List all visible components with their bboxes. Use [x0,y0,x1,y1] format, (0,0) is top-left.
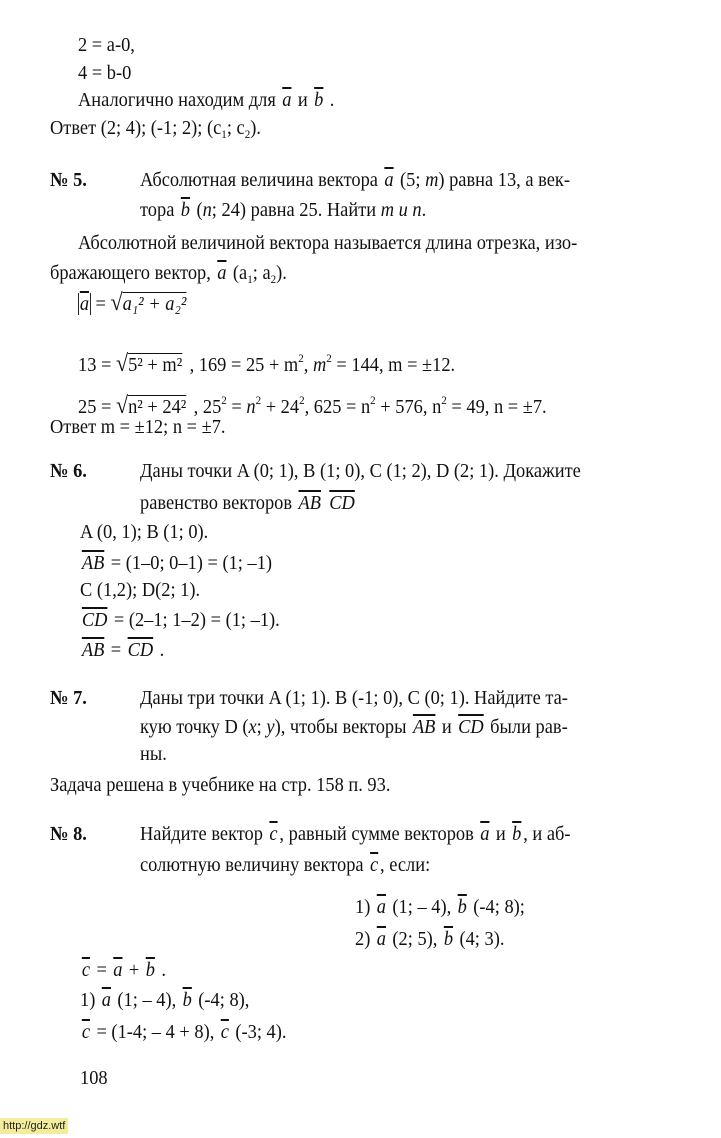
text-run: Ответ m = ±12; n = ±7. [50,416,226,438]
text-line [80,958,166,982]
text-run: . [154,639,165,661]
text-run: + 576, n [375,396,442,418]
text-run: (4; 3). [454,928,505,950]
vector-symbol: $\overline{b}$ [182,989,192,1011]
text-run: . [421,199,427,221]
text-run: были рав- [485,716,568,738]
text-line [140,853,430,877]
text-line [50,116,261,146]
text-run: Даны три точки A (1; 1). B (-1; 0), C (0; 1). Найдите та- [140,687,568,709]
vector-symbol: $\overline{a}$ [376,896,386,918]
text-line [50,822,87,846]
subscript: 2 [244,127,251,141]
text-line [80,638,164,662]
text-run: 2 = a-0, [78,34,135,56]
text-run: Задача решена в учебнике на стр. 158 п. 93. [50,774,391,796]
italic-text: y [266,716,275,738]
text-run: 1) [355,896,375,918]
text-line [80,1020,286,1044]
vector-symbol: $\overline{c}$ [220,1021,229,1043]
text-run: , если: [380,854,431,876]
vector-symbol: $\overline{a}$ [113,959,123,981]
superscript: 2 [370,393,376,407]
text-run: = [106,639,126,661]
vector-symbol: $\overline{a}$ [101,989,111,1011]
text-run: и [491,823,511,845]
text-line [355,927,504,951]
vector-symbol: $\overline{AB}$ [81,639,105,661]
superscript: 2 [441,393,447,407]
text-run: , и аб- [523,823,571,845]
text-run: (-4; 8), [193,989,250,1011]
text-run: бражающего вектор, [50,262,216,284]
text-run: Аналогично находим для [78,89,281,111]
vector-symbol: $\overline{c}$ [370,854,379,876]
text-run: (5; [395,169,426,191]
text-run: = (1–0; 0–1) = (1; –1) [106,552,273,574]
text-line [80,520,208,544]
text-run: , равный сумме векторов [279,823,479,845]
text-line [140,168,570,192]
text-run: Даны точки A (0; 1), B (1; 0), C (1; 2), D (2; 1). Докажите [140,460,581,482]
text-run: . [325,89,335,111]
italic-text: m [312,354,327,376]
subscript: 1 [247,272,253,286]
vector-symbol: $\overline{AB}$ [412,716,436,738]
vector-symbol: $\overline{c}$ [81,959,91,981]
vector-symbol: $\overline{CD}$ [458,716,484,738]
text-run: ; c [226,117,245,139]
text-run: 4 = b-0 [78,62,132,84]
text-line [80,1066,108,1090]
text-line [50,686,87,710]
radicand: n² + 24² [128,396,187,418]
text-run: солютную величину вектора [140,854,369,876]
text-run: = (2–1; 1–2) = (1; –1). [109,609,280,631]
text-run: ; a [252,262,271,284]
text-run: ( [191,199,203,221]
text-line [78,291,189,316]
text-line [140,715,568,739]
text-line [80,608,280,632]
text-run: тора [140,199,179,221]
text-run: = [90,293,111,315]
vector-symbol: $\overline{a}$ [282,89,292,111]
subscript: 2 [270,272,277,286]
text-run: , 169 = 25 + m [184,354,299,376]
superscript: 2 [326,351,332,365]
text-run: C (1,2); D(2; 1). [80,579,201,601]
radicand: 5² + m² [128,354,183,376]
text-line [78,61,131,85]
text-line [78,88,334,112]
text-run: ; [256,716,267,738]
vector-symbol: $\overline{a}$ [217,262,227,284]
sqrt-icon: √ [110,290,123,316]
text-run: Найдите вектор [140,823,268,845]
text-run: ны. [140,743,167,765]
text-line [78,231,577,255]
text-line [80,988,249,1012]
vector-symbol: $\overline{c}$ [269,823,278,845]
vector-symbol: $\overline{AB}$ [298,492,321,514]
text-run: (1; – 4), [387,896,456,918]
text-line [140,742,167,766]
text-line [140,686,568,710]
italic-text: x [248,716,257,738]
text-line [140,491,357,515]
text-run: кую точку D ( [140,716,249,738]
vector-symbol: $\overline{a}$ [384,169,394,191]
text-run: (1; – 4), [112,989,181,1011]
text-line [140,459,581,483]
text-run: + 24 [261,396,300,418]
sqrt-icon: √ [115,351,129,377]
vector-symbol: $\overline{b}$ [145,959,155,981]
superscript: 2 [298,351,304,365]
text-line [50,459,87,483]
italic-text: m и n [380,199,422,221]
text-run: (a [228,262,248,284]
vector-symbol: $\overline{CD}$ [329,492,355,514]
text-line [140,198,426,222]
radicand: a₁² + a₂² [122,293,187,315]
problem-number: № 6. [50,460,87,482]
italic-text: m [425,169,439,191]
text-run: = 49, n = ±7. [446,396,547,418]
text-run: ). [250,117,261,139]
text-line [50,415,226,439]
sqrt-icon: √ [115,393,129,419]
italic-text: n [246,396,256,418]
subscript: 1 [221,127,227,141]
text-run: (-4; 8); [468,896,525,918]
text-run: Абсолютная величина вектора [140,169,383,191]
text-run: (2; 5), [387,928,442,950]
text-run: Ответ (2; 4); (-1; 2); (c [50,117,222,139]
text-run: (-3; 4). [230,1021,287,1043]
problem-number: № 7. [50,687,87,709]
text-run: = (1-4; – 4 + 8), [91,1021,219,1043]
text-run: и [437,716,457,738]
text-line [80,551,272,575]
problem-number: № 8. [50,823,87,845]
text-run: , [303,354,313,376]
italic-text: n [202,199,212,221]
vector-symbol: $\overline{CD}$ [127,639,154,661]
text-line [355,895,525,919]
text-run: , 25 [189,396,222,418]
watermark-link[interactable]: http://gdz.wtf [0,1118,68,1134]
text-run: ). [276,262,287,284]
superscript: 2 [299,393,305,407]
problem-number: № 5. [50,169,87,191]
text-run: 25 = [78,396,116,418]
text-run: + [124,959,144,981]
text-run: ), чтобы векторы [274,716,412,738]
text-run: 13 = [78,354,116,376]
text-line [50,168,87,192]
text-run: ; 24) равна 25. Найти [211,199,381,221]
text-line [80,578,200,602]
vector-symbol: $\overline{AB}$ [81,552,105,574]
text-run: Абсолютной величиной вектора называется длина отрезка, изо- [78,232,578,254]
text-line [78,346,455,377]
vector-symbol: $\overline{c}$ [81,1021,91,1043]
vector-symbol: $\overline{a}$ [376,928,386,950]
text-line [50,773,390,797]
text-run: 2) [355,928,375,950]
vector-symbol: $\overline{b}$ [314,89,324,111]
superscript: 2 [255,393,262,407]
text-run: = 144, m = ±12. [331,354,456,376]
text-run: ) равна 13, а век- [438,169,570,191]
text-line [50,261,287,291]
vector-symbol: $\overline{b}$ [457,896,467,918]
text-run: = [226,396,247,418]
vector-magnitude: $\overline{a}$ [79,293,90,315]
vector-symbol: $\overline{b}$ [180,199,191,221]
vector-symbol: $\overline{b}$ [512,823,522,845]
text-run: равенство векторов [140,492,297,514]
text-run: и [293,89,313,111]
text-run: = [91,959,112,981]
text-line [78,33,135,57]
text-run: 108 [80,1067,108,1089]
text-run: . [156,959,166,981]
vector-symbol: $\overline{a}$ [480,823,490,845]
vector-symbol: $\overline{CD}$ [81,609,108,631]
text-line [140,822,571,846]
vector-symbol: $\overline{b}$ [443,928,454,950]
superscript: 2 [221,393,227,407]
text-run: A (0, 1); B (1; 0). [80,521,209,543]
text-run: 1) [80,989,100,1011]
text-run: , 625 = n [304,396,371,418]
